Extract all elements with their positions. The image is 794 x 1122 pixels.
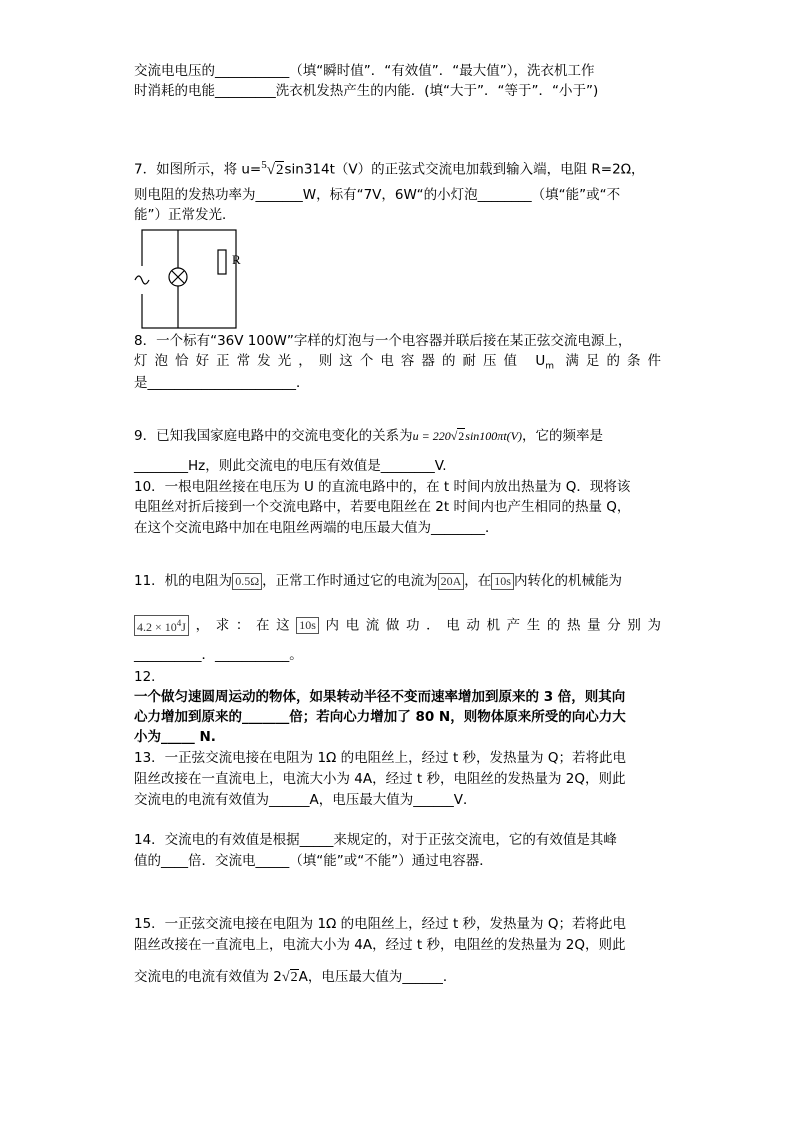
q8-line-1: 8．一个标有“36V 100W”字样的灯泡与一个电容器并联后接在某正弦交流电源上， [134,333,632,349]
q13-line-1: 13．一正弦交流电接在电阻为 1Ω 的电阻丝上，经过 t 秒，发热量为 Q；若将此电 [134,750,626,766]
q6-line-1: 交流电电压的___________（填“瞬时值”．“有效值”．“最大值”），洗衣机工作 [134,63,595,79]
q7-line-3: 能”）正常发光． [134,207,236,223]
q12-number: 12． [134,669,165,685]
q8-line-2: 灯泡恰好正常发光，则这个电容器的耐压值 $U_m$ 满足的条件 [134,353,662,372]
q11-line-2: $4.2 \times 10^4J$ ，求：在这 10s 内电流做功．电动机产生的热量分别为 [134,615,661,636]
q7-coef: 5 [261,159,267,171]
q7-line-2: 则电阻的发热功率为_______W，标有“7V，6W“的小灯泡________（填“能”或“不 [134,187,621,203]
q11-line-1: 11．机的电阻为 0.5Ω ，正常工作时通过它的电流为 20A ，在 10s 内转化的机械能为 [134,573,622,589]
q15-line-3: 交流电的电流有效值为 2√2A，电压最大值为______． [134,969,457,985]
q10-line-3: 在这个交流电路中加在电阻丝两端的电压最大值为________． [134,520,499,536]
boxed-value: 10s [296,617,319,634]
q15-line-2: 阻丝改接在一直流电上，电流大小为 4A，经过 t 秒，电阻丝的发热量为 2Q，则此 [134,937,626,953]
q12-line-3: 小为_____ N. [134,729,216,745]
q8-line-3: 是______________________． [134,375,310,391]
boxed-value: 10s [491,573,514,590]
boxed-value: 20A [438,573,465,590]
boxed-value: 0.5Ω [232,573,262,590]
boxed-value: $4.2 \times 10^4J$ [134,615,189,636]
q7-line-1 [134,155,645,180]
q9-line-1: 9．已知我国家庭电路中的交流电变化的关系为u = 220√2sin100πt(V)，它的频率是 [134,428,603,444]
q10-line-2: 电阻丝对折后接到一个交流电路中，若要电阻丝在 2t 时间内也产生相同的热量 Q， [134,499,631,515]
q7-sqrt: √2 [266,161,284,178]
resistor-icon [218,250,226,274]
q10-line-1: 10．一根电阻丝接在电压为 U 的直流电路中的，在 t 时间内放出热量为 Q．现将该 [134,479,631,495]
q7-text-a: 7．如图所示，将 u= [134,161,262,178]
q15-line-1: 15．一正弦交流电接在电阻为 1Ω 的电阻丝上，经过 t 秒，发热量为 Q；若将此电 [134,916,626,932]
circuit-diagram [134,228,246,332]
resistor-label: R [232,252,241,267]
q11-line-3: __________．___________。 [134,647,303,663]
q9-line-2: ________Hz，则此交流电的电压有效值是________V. [134,458,447,474]
q14-line-1: 14．交流电的有效值是根据_____来规定的，对于正弦交流电，它的有效值是其峰 [134,832,617,848]
q7-text-b: sin314t（V）的正弦式交流电加载到输入端，电阻 R=2Ω， [284,161,645,178]
q12-line-1: 一个做匀速圆周运动的物体，如果转动半径不变而速率增加到原来的 3 倍，则其向 [134,689,626,705]
q13-line-3: 交流电的电流有效值为______A，电压最大值为______V． [134,792,477,808]
q6-line-2: 时消耗的电能_________洗衣机发热产生的内能．(填“大于”．“等于”．“小于”) [134,83,599,99]
q13-line-2: 阻丝改接在一直流电上，电流大小为 4A，经过 t 秒，电阻丝的发热量为 2Q，则此 [134,771,626,787]
q12-line-2: 心力增加到原来的_______倍；若向心力增加了 80 N，则物体原来所受的向心力大 [134,709,626,725]
q14-line-2: 值的____倍．交流电_____（填“能”或“不能”）通过电容器． [134,853,493,869]
